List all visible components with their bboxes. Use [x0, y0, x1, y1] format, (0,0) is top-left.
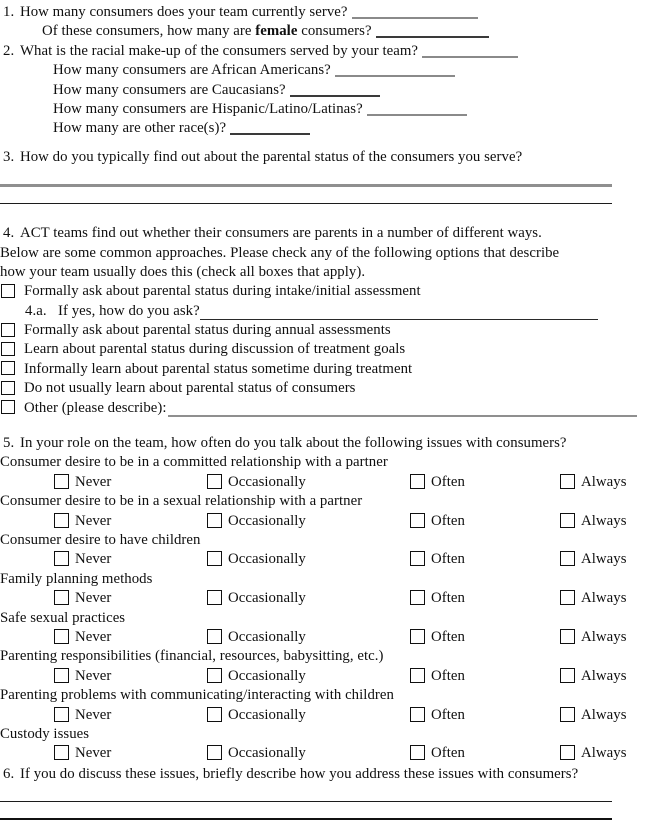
q5-item-7-option-never: Never — [54, 744, 111, 763]
q2-answer-line[interactable] — [422, 45, 518, 58]
q5-item-4-option-often: Often — [410, 628, 465, 647]
q5-item-5-option-often: Often — [410, 667, 465, 686]
q5-item-1-options — [0, 512, 657, 531]
q4-option-5-label: Other (please describe): — [24, 399, 167, 416]
q5-item-4-often-checkbox[interactable] — [410, 629, 425, 644]
q5-item-5-occasionally-checkbox[interactable] — [207, 668, 222, 683]
q5-item-0-option-occasionally — [207, 473, 306, 492]
q5-scale-never-label: Never — [75, 473, 112, 490]
q4-option-0-checkbox[interactable] — [1, 284, 15, 298]
q4a-number: 4.a. — [25, 302, 47, 319]
q5-item-1-never-checkbox[interactable] — [54, 513, 69, 528]
q3-answer-line-1[interactable] — [0, 184, 612, 187]
q5-item-1-option-always: Always — [560, 512, 627, 531]
q4-option-2-label: Learn about parental status during discussion of treatment goals — [24, 341, 406, 358]
q2-sub-caucasians — [0, 81, 657, 100]
q5-item-5-always-checkbox[interactable] — [560, 668, 575, 683]
q5-item-5-option-always: Always — [560, 667, 627, 686]
q3-answer-line-2[interactable] — [0, 203, 612, 204]
q1-text: How many consumers does your team currently serve? — [20, 4, 348, 20]
q5-item-2-often-checkbox[interactable] — [410, 551, 425, 566]
q2-number: 2. — [3, 42, 15, 59]
q5-item-4-option-occasionally: Occasionally — [207, 628, 306, 647]
q5-scale-always-label: Always — [581, 473, 627, 490]
q2-sub-text-3: How many are other race(s)? — [53, 120, 227, 137]
q4a-text: If yes, how do you ask? — [58, 302, 200, 319]
q5-item-6-always-checkbox[interactable] — [560, 707, 575, 722]
q5-item-0-label: Consumer desire to be in a committed relationship with a partner — [0, 454, 388, 471]
q5-item-1-always-checkbox[interactable] — [560, 513, 575, 528]
q5-item-1-occasionally-checkbox[interactable] — [207, 513, 222, 528]
q5-item-6-occasionally-checkbox[interactable] — [207, 707, 222, 722]
q4a-answer-line[interactable] — [200, 302, 598, 320]
q5-text: In your role on the team, how often do you talk about the following issues with consumers? — [20, 435, 567, 452]
q4-other-answer-line[interactable] — [168, 399, 637, 417]
q5-item-1-option-never: Never — [54, 512, 111, 531]
q2-african-americans-answer-line[interactable] — [335, 64, 455, 77]
q2-hispanic-answer-line[interactable] — [367, 103, 467, 116]
q2-sub-text-2: How many consumers are Hispanic/Latino/Latinas? — [53, 100, 363, 117]
q5-item-2-occasionally-checkbox[interactable] — [207, 551, 222, 566]
q5-item-1-label: Consumer desire to be in a sexual relationship with a partner — [0, 493, 363, 510]
question-4-intro-2 — [0, 244, 657, 263]
q5-item-0-option-never — [54, 473, 111, 492]
q5-item-5-option-occasionally: Occasionally — [207, 667, 306, 686]
q5-item-3-option-occasionally: Occasionally — [207, 589, 306, 608]
q5-item-7-label: Custody issues — [0, 725, 90, 742]
q5-item-5-options — [0, 667, 657, 686]
q5-item-5-never-checkbox[interactable] — [54, 668, 69, 683]
q5-item-6-option-never: Never — [54, 706, 111, 725]
q4-intro-text-1: Below are some common approaches. Please check any of the following options that describe — [0, 244, 560, 261]
q5-item-4-never-checkbox[interactable] — [54, 629, 69, 644]
q5-item-3-often-checkbox[interactable] — [410, 590, 425, 605]
q5-item-1-often-checkbox[interactable] — [410, 513, 425, 528]
q5-item-7-option-often: Often — [410, 744, 465, 763]
q5-item-4-occasionally-checkbox[interactable] — [207, 629, 222, 644]
q5-item-6-label: Parenting problems with communicating/interacting with children — [0, 687, 394, 704]
q5-item-3-occasionally-checkbox[interactable] — [207, 590, 222, 605]
question-4-intro-3 — [0, 263, 657, 282]
q2-sub-other-races — [0, 119, 657, 138]
q5-item-2-option-often: Often — [410, 550, 465, 569]
q5-item-3-option-never: Never — [54, 589, 111, 608]
q5-item-2-option-occasionally: Occasionally — [207, 550, 306, 569]
q5-scale-often-label: Often — [431, 473, 465, 490]
q5-item-0-often-checkbox[interactable] — [410, 474, 425, 489]
q1-answer-line[interactable] — [352, 6, 478, 19]
q5-item-7-option-occasionally: Occasionally — [207, 744, 306, 763]
q1-sub-text-post: consumers? — [297, 23, 372, 40]
q6-text: If you do discuss these issues, briefly describe how you address these issues with consumers? — [20, 765, 579, 782]
q4-option-4-label: Do not usually learn about parental status of consumers — [24, 380, 356, 397]
q4-option-1 — [0, 321, 657, 340]
q3-number: 3. — [3, 148, 15, 165]
question-3 — [0, 148, 657, 167]
q4-option-1-checkbox[interactable] — [1, 323, 15, 337]
q2-sub-text-0: How many consumers are African Americans? — [53, 62, 331, 79]
q5-item-0-occasionally-checkbox[interactable] — [207, 474, 222, 489]
q5-item-2-option-never: Never — [54, 550, 111, 569]
q4-option-5 — [0, 399, 657, 418]
q5-item-2-label: Consumer desire to have children — [0, 531, 201, 548]
q5-item-3-label: Family planning methods — [0, 570, 153, 587]
q4-option-3-checkbox[interactable] — [1, 361, 15, 375]
q5-number: 5. — [3, 435, 15, 452]
q5-item-6-option-often: Often — [410, 706, 465, 725]
q5-item-3-never-checkbox[interactable] — [54, 590, 69, 605]
q4-option-0 — [0, 282, 657, 301]
q4-option-3 — [0, 360, 657, 379]
q5-item-7-often-checkbox[interactable] — [410, 745, 425, 760]
q2-other-races-answer-line[interactable] — [230, 122, 310, 135]
q5-item-0-options — [0, 473, 657, 492]
q4-option-0-label: Formally ask about parental status during intake/initial assessment — [24, 283, 421, 300]
q5-item-6-option-always: Always — [560, 706, 627, 725]
q5-item-4-options — [0, 628, 657, 647]
q5-item-4-label: Safe sexual practices — [0, 609, 126, 626]
q5-item-3-option-always: Always — [560, 589, 627, 608]
q5-item-6-options — [0, 706, 657, 725]
q5-item-6-often-checkbox[interactable] — [410, 707, 425, 722]
q4-option-2-checkbox[interactable] — [1, 342, 15, 356]
q2-text: What is the racial make-up of the consumers served by your team? — [20, 42, 419, 59]
q4-option-2 — [0, 340, 657, 359]
question-1-sub — [0, 22, 657, 41]
q5-item-2-option-always: Always — [560, 550, 627, 569]
q6-number: 6. — [3, 765, 15, 782]
question-5 — [0, 434, 657, 453]
q1-sub-text-pre: Of these consumers, how many are — [42, 23, 256, 40]
q5-item-4-option-always: Always — [560, 628, 627, 647]
q1-female-answer-line[interactable] — [376, 25, 489, 38]
q5-item-2-options — [0, 550, 657, 569]
q5-item-6-option-occasionally: Occasionally — [207, 706, 306, 725]
q2-caucasians-answer-line[interactable] — [290, 84, 380, 97]
q5-item-1-option-occasionally: Occasionally — [207, 512, 306, 531]
q5-item-7-occasionally-checkbox[interactable] — [207, 745, 222, 760]
q5-item-2-always-checkbox[interactable] — [560, 551, 575, 566]
q4-option-3-label: Informally learn about parental status sometime during treatment — [24, 360, 413, 377]
q5-item-7-always-checkbox[interactable] — [560, 745, 575, 760]
q5-item-7-option-always: Always — [560, 744, 627, 763]
q5-item-2-never-checkbox[interactable] — [54, 551, 69, 566]
q4-option-1-label: Formally ask about parental status during annual assessments — [24, 322, 391, 339]
q5-item-3-always-checkbox[interactable] — [560, 590, 575, 605]
question-6 — [0, 765, 657, 784]
q2-sub-text-1: How many consumers are Caucasians? — [53, 81, 286, 98]
q5-item-5-option-never: Never — [54, 667, 111, 686]
q5-scale-occasionally-label: Occasionally — [228, 473, 306, 490]
q4-option-5-checkbox[interactable] — [1, 400, 15, 414]
question-4-intro-1 — [0, 224, 657, 243]
q5-item-0-always-checkbox[interactable] — [560, 474, 575, 489]
q5-item-0-never-checkbox[interactable] — [54, 474, 69, 489]
q3-text: How do you typically find out about the parental status of the consumers you serve? — [20, 148, 523, 165]
q5-item-0-option-often — [410, 473, 465, 492]
q2-sub-hispanic — [0, 100, 657, 119]
q5-item-3-option-often: Often — [410, 589, 465, 608]
q5-item-6-never-checkbox[interactable] — [54, 707, 69, 722]
question-1 — [0, 3, 657, 22]
q4-followup — [0, 302, 657, 321]
q4-intro-text-0: ACT teams find out whether their consumers are parents in a number of different ways. — [20, 225, 542, 242]
q5-item-0-option-always — [560, 473, 627, 492]
q5-item-4-always-checkbox[interactable] — [560, 629, 575, 644]
q5-item-5-label: Parenting responsibilities (financial, resources, babysitting, etc.) — [0, 648, 384, 665]
q2-sub-african-americans — [0, 61, 657, 80]
q5-item-1-option-often: Often — [410, 512, 465, 531]
question-2 — [0, 42, 657, 61]
q6-answer-line-1[interactable] — [0, 801, 612, 802]
q5-item-7-options — [0, 744, 657, 763]
q1-number: 1. — [3, 4, 15, 20]
q4-option-4-checkbox[interactable] — [1, 381, 15, 395]
q6-answer-line-2[interactable] — [0, 818, 612, 820]
q4-intro-text-2: how your team usually does this (check all boxes that apply). — [0, 263, 366, 280]
q1-sub-text-bold: female — [255, 23, 298, 40]
q5-item-7-never-checkbox[interactable] — [54, 745, 69, 760]
q4-option-4 — [0, 379, 657, 398]
q5-item-3-options — [0, 589, 657, 608]
q5-item-4-option-never: Never — [54, 628, 111, 647]
q4-number: 4. — [3, 225, 15, 242]
q5-item-5-often-checkbox[interactable] — [410, 668, 425, 683]
